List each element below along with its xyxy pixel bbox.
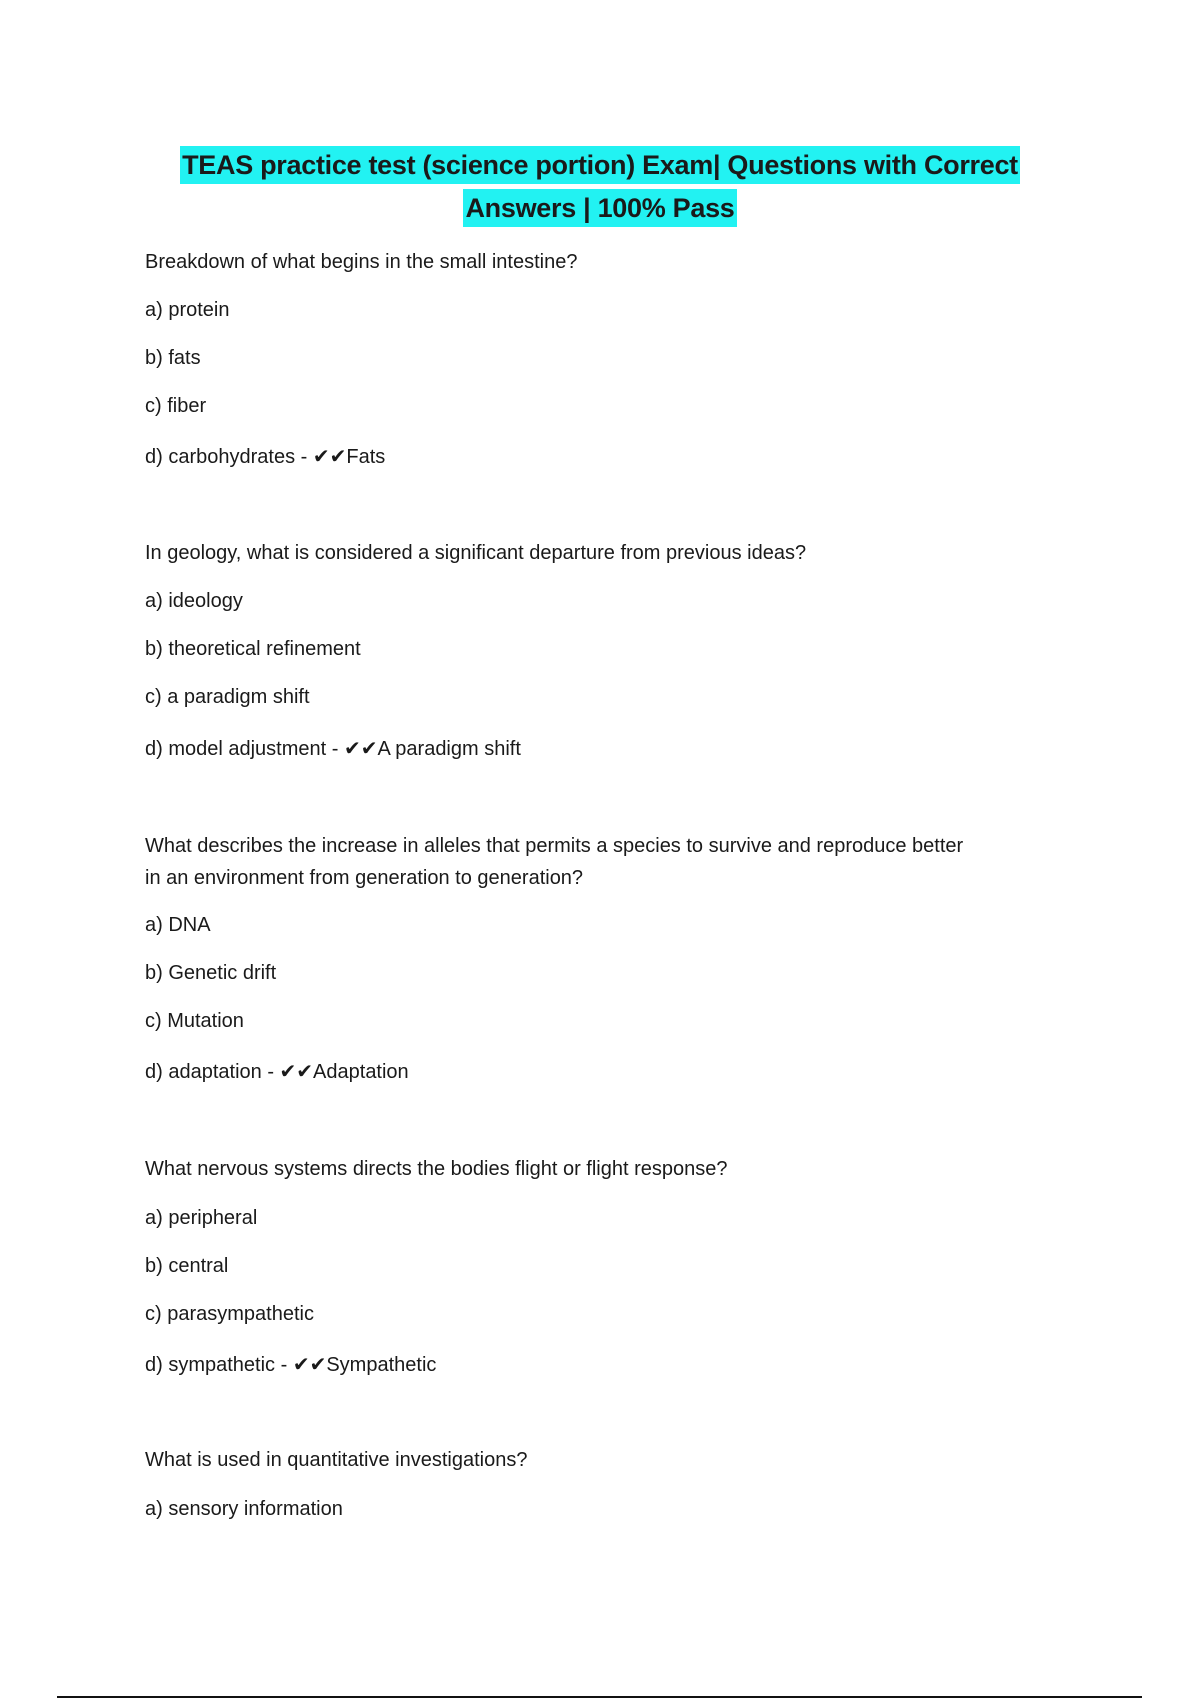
answer-option: c) Mutation (145, 1010, 244, 1032)
answer-option: b) fats (145, 347, 201, 369)
page-bottom-rule (57, 1696, 1142, 1698)
document-title-line-1 (0, 150, 1200, 181)
answer-option-with-correct-answer: d) adaptation - ✔✔Adaptation (145, 1061, 409, 1083)
answer-option: c) parasympathetic (145, 1303, 314, 1325)
answer-option: a) DNA (145, 914, 211, 936)
answer-option-with-correct-answer: d) sympathetic - ✔✔Sympathetic (145, 1354, 437, 1376)
answer-option-with-correct-answer: d) carbohydrates - ✔✔Fats (145, 446, 386, 468)
answer-option: c) a paradigm shift (145, 686, 310, 708)
answer-option: c) fiber (145, 395, 207, 417)
question-text-continued: in an environment from generation to generation? (145, 867, 584, 889)
answer-option: a) protein (145, 299, 230, 321)
title-highlight: Answers | 100% Pass (463, 189, 736, 227)
answer-option: b) theoretical refinement (145, 638, 361, 660)
title-highlight: TEAS practice test (science portion) Exam| Questions with Correct (180, 146, 1020, 184)
answer-option: a) sensory information (145, 1498, 343, 1520)
document-title-line-2 (0, 193, 1200, 224)
answer-option: b) central (145, 1255, 229, 1277)
answer-option-with-correct-answer: d) model adjustment - ✔✔A paradigm shift (145, 738, 521, 760)
question-text: What nervous systems directs the bodies flight or flight response? (145, 1158, 728, 1180)
question-text: In geology, what is considered a significant departure from previous ideas? (145, 542, 807, 564)
answer-option: a) ideology (145, 590, 243, 612)
question-text: What is used in quantitative investigations? (145, 1449, 528, 1471)
question-text: What describes the increase in alleles that permits a species to survive and reproduce better (145, 835, 964, 857)
question-text: Breakdown of what begins in the small intestine? (145, 251, 578, 273)
answer-option: a) peripheral (145, 1207, 258, 1229)
answer-option: b) Genetic drift (145, 962, 277, 984)
